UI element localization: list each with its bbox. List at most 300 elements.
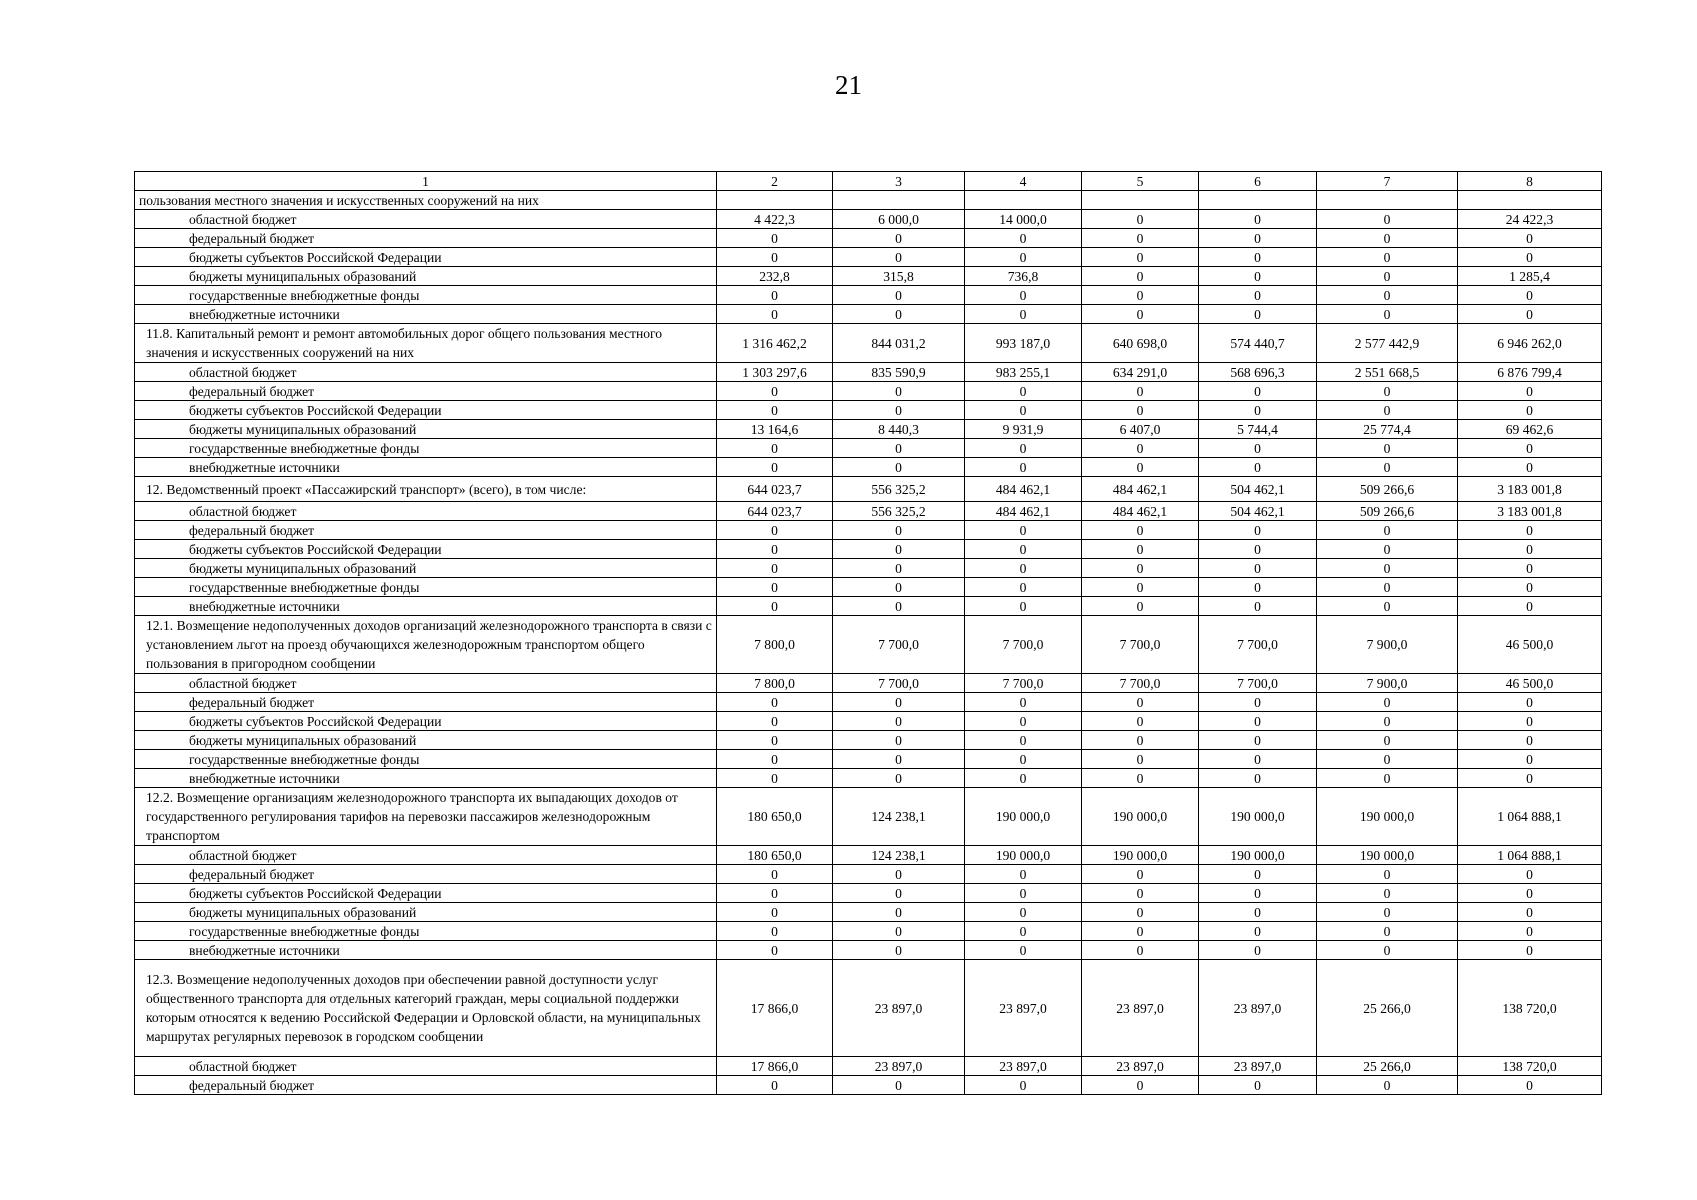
value-cell: 190 000,0 xyxy=(1317,846,1458,865)
funding-source-label: государственные внебюджетные фонды xyxy=(135,750,717,769)
value-cell: 190 000,0 xyxy=(1199,846,1317,865)
value-cell: 0 xyxy=(1082,559,1199,578)
value-cell: 7 700,0 xyxy=(833,674,965,693)
value-cell: 0 xyxy=(717,941,833,960)
value-cell: 0 xyxy=(1317,578,1458,597)
value-cell: 0 xyxy=(1317,750,1458,769)
value-cell: 190 000,0 xyxy=(1082,846,1199,865)
funding-source-label: бюджеты муниципальных образований xyxy=(135,731,717,750)
value-cell: 0 xyxy=(965,305,1082,324)
value-cell: 0 xyxy=(965,540,1082,559)
funding-source-label: бюджеты муниципальных образований xyxy=(135,903,717,922)
value-cell: 0 xyxy=(1199,521,1317,540)
value-cell: 0 xyxy=(833,401,965,420)
value-cell: 0 xyxy=(1317,884,1458,903)
value-cell: 0 xyxy=(717,769,833,788)
value-cell: 190 000,0 xyxy=(1082,788,1199,846)
value-cell: 0 xyxy=(1082,941,1199,960)
funding-source-label: областной бюджет xyxy=(135,1057,717,1076)
value-cell: 0 xyxy=(1199,210,1317,229)
value-cell: 0 xyxy=(1199,884,1317,903)
value-cell: 0 xyxy=(1082,693,1199,712)
column-number-cell: 1 xyxy=(135,172,717,191)
value-cell: 0 xyxy=(965,712,1082,731)
value-cell: 0 xyxy=(965,521,1082,540)
value-cell: 504 462,1 xyxy=(1199,502,1317,521)
value-cell: 0 xyxy=(833,1076,965,1095)
value-cell: 0 xyxy=(1317,305,1458,324)
item-title: 12. Ведомственный проект «Пассажирский транспорт» (всего), в том числе: xyxy=(135,477,717,502)
funding-source-label: федеральный бюджет xyxy=(135,1076,717,1095)
funding-source-label: государственные внебюджетные фонды xyxy=(135,922,717,941)
value-cell: 17 866,0 xyxy=(717,960,833,1057)
value-cell: 23 897,0 xyxy=(965,1057,1082,1076)
table-row xyxy=(135,401,1602,420)
value-cell: 0 xyxy=(965,769,1082,788)
value-cell: 190 000,0 xyxy=(1317,788,1458,846)
value-cell: 0 xyxy=(1458,941,1602,960)
value-cell: 0 xyxy=(1317,712,1458,731)
value-cell: 0 xyxy=(1082,865,1199,884)
value-cell: 315,8 xyxy=(833,267,965,286)
value-cell: 0 xyxy=(965,865,1082,884)
value-cell: 232,8 xyxy=(717,267,833,286)
value-cell: 138 720,0 xyxy=(1458,960,1602,1057)
value-cell: 0 xyxy=(1199,1076,1317,1095)
funding-source-label: федеральный бюджет xyxy=(135,693,717,712)
value-cell: 0 xyxy=(717,712,833,731)
value-cell: 7 700,0 xyxy=(965,674,1082,693)
value-cell: 0 xyxy=(965,1076,1082,1095)
value-cell: 0 xyxy=(1317,458,1458,477)
value-cell: 835 590,9 xyxy=(833,363,965,382)
table-row xyxy=(135,750,1602,769)
value-cell: 0 xyxy=(1199,305,1317,324)
value-cell: 0 xyxy=(965,597,1082,616)
value-cell: 736,8 xyxy=(965,267,1082,286)
column-number-cell: 2 xyxy=(717,172,833,191)
value-cell: 0 xyxy=(1199,578,1317,597)
value-cell: 6 946 262,0 xyxy=(1458,324,1602,363)
value-cell: 3 183 001,8 xyxy=(1458,502,1602,521)
value-cell: 0 xyxy=(717,559,833,578)
funding-source-label: областной бюджет xyxy=(135,674,717,693)
value-cell: 0 xyxy=(1199,229,1317,248)
value-cell xyxy=(965,191,1082,210)
value-cell: 23 897,0 xyxy=(1082,960,1199,1057)
value-cell: 0 xyxy=(717,884,833,903)
value-cell: 0 xyxy=(1458,521,1602,540)
value-cell: 1 316 462,2 xyxy=(717,324,833,363)
value-cell: 0 xyxy=(1458,305,1602,324)
value-cell: 0 xyxy=(1199,769,1317,788)
value-cell: 124 238,1 xyxy=(833,846,965,865)
value-cell: 25 774,4 xyxy=(1317,420,1458,439)
funding-source-label: государственные внебюджетные фонды xyxy=(135,578,717,597)
table-row xyxy=(135,502,1602,521)
value-cell: 1 064 888,1 xyxy=(1458,788,1602,846)
table-row xyxy=(135,439,1602,458)
value-cell: 0 xyxy=(833,769,965,788)
table-row xyxy=(135,305,1602,324)
table-row xyxy=(135,559,1602,578)
column-number-cell: 5 xyxy=(1082,172,1199,191)
value-cell: 0 xyxy=(1082,731,1199,750)
value-cell: 509 266,6 xyxy=(1317,477,1458,502)
value-cell: 983 255,1 xyxy=(965,363,1082,382)
value-cell: 13 164,6 xyxy=(717,420,833,439)
value-cell: 0 xyxy=(965,248,1082,267)
value-cell: 124 238,1 xyxy=(833,788,965,846)
value-cell: 3 183 001,8 xyxy=(1458,477,1602,502)
value-cell: 24 422,3 xyxy=(1458,210,1602,229)
value-cell: 7 700,0 xyxy=(1082,616,1199,674)
value-cell: 0 xyxy=(1458,559,1602,578)
table-row xyxy=(135,191,1602,210)
value-cell: 0 xyxy=(717,597,833,616)
item-title: 11.8. Капитальный ремонт и ремонт автомобильных дорог общего пользования местного значения и искусственных сооружений на них xyxy=(135,324,717,363)
funding-source-label: областной бюджет xyxy=(135,846,717,865)
value-cell: 0 xyxy=(717,458,833,477)
value-cell: 0 xyxy=(1082,439,1199,458)
value-cell: 0 xyxy=(717,305,833,324)
value-cell: 0 xyxy=(1199,712,1317,731)
column-number-cell: 3 xyxy=(833,172,965,191)
value-cell: 0 xyxy=(965,750,1082,769)
value-cell: 0 xyxy=(1317,731,1458,750)
value-cell: 0 xyxy=(1082,401,1199,420)
value-cell: 2 551 668,5 xyxy=(1317,363,1458,382)
table-row xyxy=(135,693,1602,712)
value-cell: 2 577 442,9 xyxy=(1317,324,1458,363)
funding-source-label: бюджеты субъектов Российской Федерации xyxy=(135,712,717,731)
value-cell: 0 xyxy=(965,229,1082,248)
value-cell: 0 xyxy=(717,401,833,420)
value-cell: 9 931,9 xyxy=(965,420,1082,439)
value-cell: 25 266,0 xyxy=(1317,1057,1458,1076)
value-cell: 0 xyxy=(965,884,1082,903)
funding-source-label: областной бюджет xyxy=(135,210,717,229)
value-cell: 0 xyxy=(1458,382,1602,401)
value-cell: 0 xyxy=(1458,578,1602,597)
value-cell: 0 xyxy=(1199,750,1317,769)
value-cell: 180 650,0 xyxy=(717,846,833,865)
value-cell: 7 800,0 xyxy=(717,674,833,693)
value-cell: 0 xyxy=(717,439,833,458)
value-cell: 0 xyxy=(833,248,965,267)
value-cell: 0 xyxy=(1317,922,1458,941)
value-cell: 0 xyxy=(1199,267,1317,286)
value-cell: 634 291,0 xyxy=(1082,363,1199,382)
funding-source-label: бюджеты субъектов Российской Федерации xyxy=(135,884,717,903)
funding-source-label: внебюджетные источники xyxy=(135,941,717,960)
value-cell: 8 440,3 xyxy=(833,420,965,439)
value-cell: 0 xyxy=(1082,712,1199,731)
value-cell: 0 xyxy=(1199,540,1317,559)
value-cell: 509 266,6 xyxy=(1317,502,1458,521)
value-cell: 6 876 799,4 xyxy=(1458,363,1602,382)
value-cell: 1 064 888,1 xyxy=(1458,846,1602,865)
value-cell: 0 xyxy=(965,382,1082,401)
value-cell: 0 xyxy=(833,865,965,884)
value-cell: 0 xyxy=(965,903,1082,922)
funding-source-label: федеральный бюджет xyxy=(135,382,717,401)
value-cell: 0 xyxy=(717,922,833,941)
funding-source-label: бюджеты муниципальных образований xyxy=(135,267,717,286)
value-cell: 0 xyxy=(1317,401,1458,420)
value-cell: 7 700,0 xyxy=(1199,616,1317,674)
funding-source-label: бюджеты субъектов Российской Федерации xyxy=(135,401,717,420)
value-cell: 0 xyxy=(1082,540,1199,559)
value-cell: 504 462,1 xyxy=(1199,477,1317,502)
value-cell: 0 xyxy=(1082,769,1199,788)
table-row xyxy=(135,865,1602,884)
value-cell: 0 xyxy=(1317,210,1458,229)
value-cell: 0 xyxy=(1458,769,1602,788)
value-cell: 7 700,0 xyxy=(1199,674,1317,693)
value-cell: 0 xyxy=(1458,884,1602,903)
value-cell: 138 720,0 xyxy=(1458,1057,1602,1076)
table-row xyxy=(135,420,1602,439)
value-cell: 0 xyxy=(1458,712,1602,731)
value-cell: 0 xyxy=(833,922,965,941)
value-cell: 0 xyxy=(965,578,1082,597)
value-cell: 0 xyxy=(1458,903,1602,922)
value-cell: 0 xyxy=(833,731,965,750)
funding-source-label: областной бюджет xyxy=(135,363,717,382)
value-cell: 0 xyxy=(1458,229,1602,248)
value-cell: 0 xyxy=(833,903,965,922)
item-title: 12.1. Возмещение недополученных доходов организаций железнодорожного транспорта в связи с установлением льгот на проезд обучающихся железнодорожным транспортом общего пользования в пригородном сообщении xyxy=(135,616,717,674)
value-cell: 0 xyxy=(1317,559,1458,578)
funding-source-label: внебюджетные источники xyxy=(135,769,717,788)
value-cell: 0 xyxy=(833,750,965,769)
value-cell: 0 xyxy=(1082,248,1199,267)
value-cell: 0 xyxy=(1317,903,1458,922)
value-cell: 0 xyxy=(717,286,833,305)
value-cell: 0 xyxy=(1317,769,1458,788)
value-cell: 0 xyxy=(717,750,833,769)
table-row xyxy=(135,941,1602,960)
value-cell: 0 xyxy=(1199,597,1317,616)
value-cell: 0 xyxy=(1458,731,1602,750)
funding-source-label: бюджеты субъектов Российской Федерации xyxy=(135,248,717,267)
value-cell: 0 xyxy=(1199,401,1317,420)
funding-source-label: бюджеты муниципальных образований xyxy=(135,420,717,439)
value-cell: 0 xyxy=(1317,521,1458,540)
page-number: 21 xyxy=(835,70,862,100)
value-cell: 0 xyxy=(1317,1076,1458,1095)
value-cell: 23 897,0 xyxy=(833,1057,965,1076)
table-row xyxy=(135,324,1602,363)
value-cell: 644 023,7 xyxy=(717,477,833,502)
value-cell: 46 500,0 xyxy=(1458,616,1602,674)
value-cell: 0 xyxy=(833,712,965,731)
table-row xyxy=(135,210,1602,229)
value-cell: 0 xyxy=(833,884,965,903)
value-cell: 0 xyxy=(833,286,965,305)
table-row xyxy=(135,477,1602,502)
value-cell: 0 xyxy=(965,458,1082,477)
table-row xyxy=(135,597,1602,616)
value-cell: 484 462,1 xyxy=(1082,477,1199,502)
value-cell: 0 xyxy=(1199,559,1317,578)
column-number-cell: 4 xyxy=(965,172,1082,191)
value-cell: 0 xyxy=(965,941,1082,960)
funding-source-label: внебюджетные источники xyxy=(135,305,717,324)
value-cell: 0 xyxy=(833,941,965,960)
value-cell: 556 325,2 xyxy=(833,502,965,521)
value-cell: 0 xyxy=(1199,439,1317,458)
value-cell xyxy=(833,191,965,210)
value-cell: 0 xyxy=(1082,597,1199,616)
table-row xyxy=(135,540,1602,559)
value-cell: 0 xyxy=(1082,884,1199,903)
table-row xyxy=(135,846,1602,865)
value-cell: 0 xyxy=(1082,922,1199,941)
value-cell: 6 000,0 xyxy=(833,210,965,229)
value-cell: 0 xyxy=(1458,248,1602,267)
funding-source-label: внебюджетные источники xyxy=(135,458,717,477)
table-row xyxy=(135,458,1602,477)
value-cell: 0 xyxy=(1458,865,1602,884)
value-cell: 180 650,0 xyxy=(717,788,833,846)
value-cell: 0 xyxy=(833,578,965,597)
value-cell: 6 407,0 xyxy=(1082,420,1199,439)
value-cell: 7 900,0 xyxy=(1317,674,1458,693)
item-title: 12.3. Возмещение недополученных доходов при обеспечении равной доступности услуг общественного транспорта для отдельных категорий граждан, меры социальной поддержки которым относятся к ведению Российской Федерации и Орловской области, на муниципальных маршрутах регулярных перевозок в городском сообщении xyxy=(135,960,717,1057)
table-row xyxy=(135,521,1602,540)
value-cell: 7 700,0 xyxy=(833,616,965,674)
table-row xyxy=(135,286,1602,305)
funding-source-label: бюджеты субъектов Российской Федерации xyxy=(135,540,717,559)
table-row xyxy=(135,1057,1602,1076)
funding-source-label: государственные внебюджетные фонды xyxy=(135,439,717,458)
table-row xyxy=(135,788,1602,846)
value-cell: 0 xyxy=(1458,458,1602,477)
value-cell: 0 xyxy=(1199,922,1317,941)
value-cell: 0 xyxy=(1082,903,1199,922)
value-cell: 190 000,0 xyxy=(965,846,1082,865)
value-cell: 0 xyxy=(1458,750,1602,769)
value-cell: 0 xyxy=(1199,382,1317,401)
value-cell: 0 xyxy=(717,248,833,267)
value-cell: 7 800,0 xyxy=(717,616,833,674)
value-cell: 0 xyxy=(1317,693,1458,712)
value-cell: 190 000,0 xyxy=(965,788,1082,846)
value-cell: 0 xyxy=(1317,865,1458,884)
funding-source-label: областной бюджет xyxy=(135,502,717,521)
funding-source-label: федеральный бюджет xyxy=(135,865,717,884)
value-cell: 0 xyxy=(717,731,833,750)
table-row xyxy=(135,922,1602,941)
funding-source-label: бюджеты муниципальных образований xyxy=(135,559,717,578)
table-row xyxy=(135,769,1602,788)
value-cell: 0 xyxy=(1458,401,1602,420)
value-cell: 0 xyxy=(965,286,1082,305)
value-cell: 0 xyxy=(965,693,1082,712)
value-cell xyxy=(1082,191,1199,210)
value-cell: 0 xyxy=(1458,693,1602,712)
value-cell: 0 xyxy=(717,1076,833,1095)
value-cell xyxy=(1458,191,1602,210)
value-cell: 0 xyxy=(1082,229,1199,248)
value-cell: 46 500,0 xyxy=(1458,674,1602,693)
value-cell: 0 xyxy=(1317,267,1458,286)
value-cell: 0 xyxy=(1317,439,1458,458)
value-cell: 640 698,0 xyxy=(1082,324,1199,363)
value-cell: 5 744,4 xyxy=(1199,420,1317,439)
value-cell: 568 696,3 xyxy=(1199,363,1317,382)
value-cell: 0 xyxy=(1082,750,1199,769)
value-cell: 0 xyxy=(833,693,965,712)
value-cell: 7 700,0 xyxy=(1082,674,1199,693)
value-cell: 23 897,0 xyxy=(1199,960,1317,1057)
value-cell: 0 xyxy=(1082,286,1199,305)
value-cell: 0 xyxy=(1317,597,1458,616)
value-cell: 25 266,0 xyxy=(1317,960,1458,1057)
value-cell: 484 462,1 xyxy=(965,502,1082,521)
value-cell: 0 xyxy=(717,521,833,540)
value-cell: 0 xyxy=(1199,941,1317,960)
value-cell: 0 xyxy=(1082,382,1199,401)
value-cell: 0 xyxy=(1317,941,1458,960)
value-cell: 844 031,2 xyxy=(833,324,965,363)
value-cell: 1 303 297,6 xyxy=(717,363,833,382)
value-cell: 4 422,3 xyxy=(717,210,833,229)
value-cell: 0 xyxy=(1199,286,1317,305)
table-row xyxy=(135,248,1602,267)
value-cell: 0 xyxy=(833,559,965,578)
value-cell: 0 xyxy=(833,382,965,401)
funding-source-label: федеральный бюджет xyxy=(135,521,717,540)
value-cell: 0 xyxy=(717,578,833,597)
value-cell: 0 xyxy=(717,229,833,248)
value-cell: 0 xyxy=(1317,540,1458,559)
value-cell xyxy=(1199,191,1317,210)
value-cell: 0 xyxy=(1458,1076,1602,1095)
value-cell: 0 xyxy=(1317,229,1458,248)
value-cell: 69 462,6 xyxy=(1458,420,1602,439)
funding-source-label: внебюджетные источники xyxy=(135,597,717,616)
value-cell: 0 xyxy=(965,401,1082,420)
value-cell: 0 xyxy=(833,597,965,616)
value-cell: 0 xyxy=(1082,521,1199,540)
value-cell: 0 xyxy=(717,382,833,401)
value-cell: 0 xyxy=(1199,903,1317,922)
value-cell: 0 xyxy=(1199,865,1317,884)
column-number-row xyxy=(135,172,1602,191)
table-row xyxy=(135,382,1602,401)
value-cell: 0 xyxy=(717,540,833,559)
value-cell: 0 xyxy=(965,922,1082,941)
value-cell: 0 xyxy=(1317,286,1458,305)
value-cell: 574 440,7 xyxy=(1199,324,1317,363)
value-cell: 23 897,0 xyxy=(1199,1057,1317,1076)
value-cell: 23 897,0 xyxy=(833,960,965,1057)
value-cell: 0 xyxy=(1199,693,1317,712)
table-row xyxy=(135,884,1602,903)
value-cell: 0 xyxy=(1082,1076,1199,1095)
item-title: 12.2. Возмещение организациям железнодорожного транспорта их выпадающих доходов от государственного регулирования тарифов на перевозки пассажиров железнодорожным транспортом xyxy=(135,788,717,846)
value-cell: 0 xyxy=(717,903,833,922)
value-cell: 0 xyxy=(833,540,965,559)
table-row xyxy=(135,903,1602,922)
value-cell: 23 897,0 xyxy=(1082,1057,1199,1076)
table-row xyxy=(135,267,1602,286)
value-cell: 0 xyxy=(1317,248,1458,267)
value-cell: 7 700,0 xyxy=(965,616,1082,674)
